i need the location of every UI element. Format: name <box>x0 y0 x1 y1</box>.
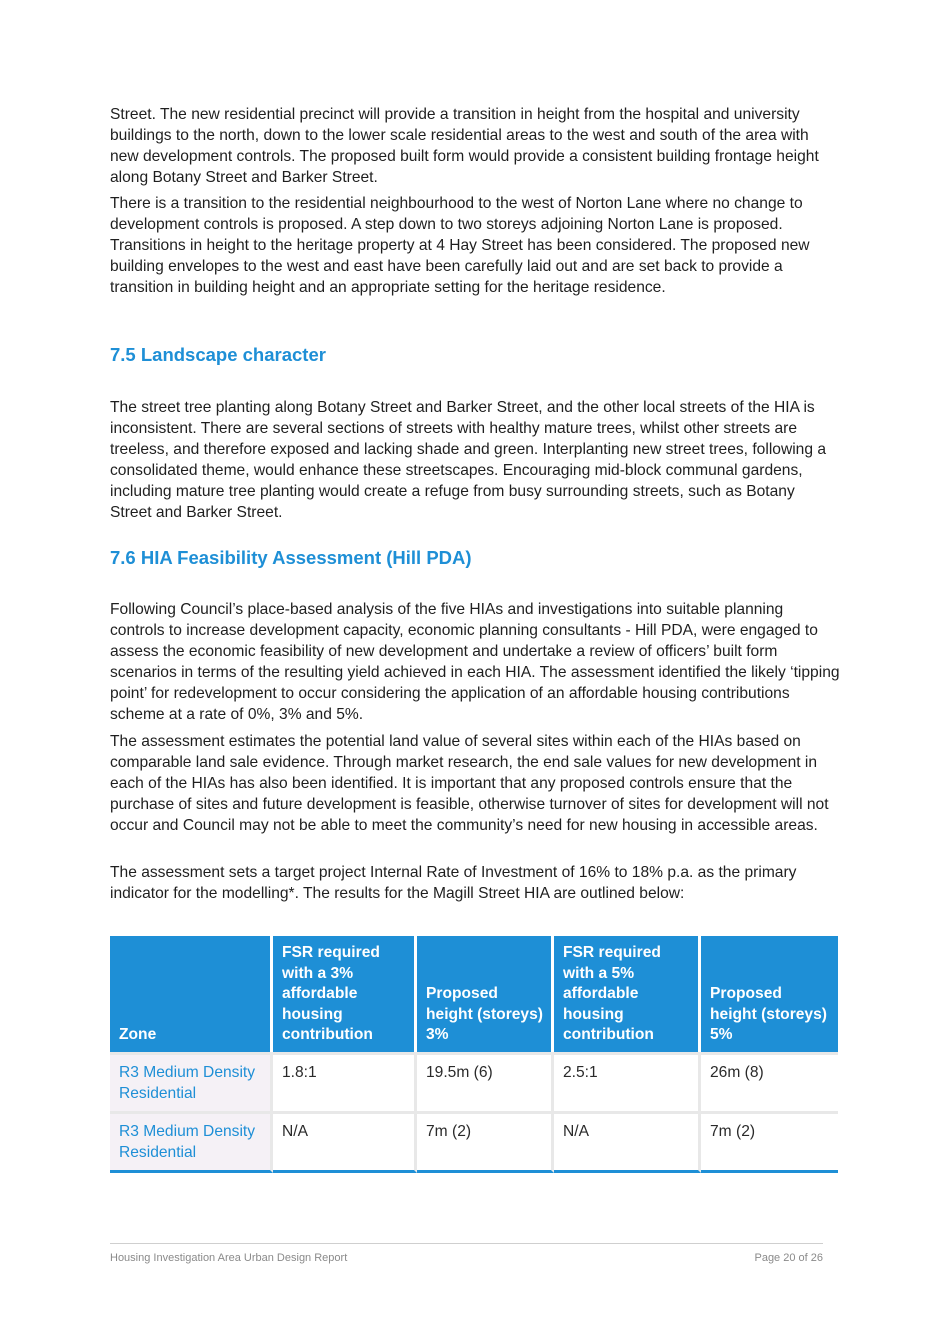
paragraph-transition: There is a transition to the residential neighbourhood to the west of Norton Lane where no change to development controls is proposed. A step down to two storeys adjoining Norton Lane is proposed. Transitions in height to the heritage property at 4 Hay Street has been considered. The proposed new building envelopes to the west and east have been carefully laid out and are set back to provide a transition in building height and an appropriate setting for the heritage residence. <box>110 195 810 296</box>
footer-page-number: Page 20 of 26 <box>754 1252 823 1264</box>
table-header-row <box>110 936 838 1052</box>
header-fsr-3: FSR required with a 3% affordable housing contribution <box>273 936 417 1052</box>
cell-zone: R3 Medium Density Residential <box>110 1111 273 1173</box>
table-row <box>110 1111 838 1173</box>
cell-fsr-5: 2.5:1 <box>554 1052 701 1111</box>
cell-fsr-3: N/A <box>273 1111 417 1173</box>
cell-fsr-5: N/A <box>554 1111 701 1173</box>
feasibility-table <box>110 936 838 1173</box>
cell-fsr-3: 1.8:1 <box>273 1052 417 1111</box>
table-row <box>110 1052 838 1111</box>
paragraph-feasibility-intro: Following Council’s place-based analysis of the five HIAs and investigations into suitable planning controls to increase development capacity, economic planning consultants - Hill PDA, were engaged to assess the economic feasibility of new development and undertake a review of officers’ built form scenarios in terms of the resulting yield achieved in each HIA. The assessment identified the likely ‘tipping point’ for redevelopment to occur considering the application of an affordable housing contributions scheme at a rate of 0%, 3% and 5%. <box>110 601 840 723</box>
cell-height-3: 7m (2) <box>417 1111 554 1173</box>
header-zone: Zone <box>110 936 273 1052</box>
heading-feasibility-assessment: 7.6 HIA Feasibility Assessment (Hill PDA) <box>110 547 472 568</box>
header-height-5: Proposed height (storeys) 5% <box>701 936 838 1052</box>
heading-landscape-character: 7.5 Landscape character <box>110 344 326 365</box>
cell-height-5: 7m (2) <box>701 1111 838 1173</box>
paragraph-target-irr: The assessment sets a target project Internal Rate of Investment of 16% to 18% p.a. as the primary indicator for the modelling*. The results for the Magill Street HIA are outlined below: <box>110 864 797 902</box>
header-fsr-5: FSR required with a 5% affordable housing contribution <box>554 936 701 1052</box>
paragraph-landscape: The street tree planting along Botany Street and Barker Street, and the other local streets of the HIA is inconsistent. There are several sections of streets with healthy mature trees, whilst other streets are treeless, and therefore exposed and lacking shade and green. Interplanting new street trees, following a consolidated theme, would enhance these streetscapes. Encouraging mid-block communal gardens, including mature tree planting would create a refuge from busy surrounding streets, such as Botany Street and Barker Street. <box>110 399 827 521</box>
cell-height-3: 19.5m (6) <box>417 1052 554 1111</box>
footer-divider <box>110 1243 823 1244</box>
paragraph-built-form: Street. The new residential precinct will provide a transition in height from the hospital and university buildings to the north, down to the lower scale residential areas to the west and south of the area with new development controls. The proposed built form would provide a consistent building frontage height along Botany Street and Barker Street. <box>110 106 819 186</box>
header-height-3: Proposed height (storeys) 3% <box>417 936 554 1052</box>
footer-report-title: Housing Investigation Area Urban Design Report <box>110 1252 348 1264</box>
cell-zone: R3 Medium Density Residential <box>110 1052 273 1111</box>
cell-height-5: 26m (8) <box>701 1052 838 1111</box>
paragraph-land-value: The assessment estimates the potential land value of several sites within each of the HIAs based on comparable land sale evidence. Through market research, the end sale values for new development in each of the HIAs has also been identified. It is important that any proposed controls ensure that the purchase of sites and future development is feasible, otherwise turnover of sites for development will not occur and Council may not be able to meet the community’s need for new housing in accessible areas. <box>110 733 829 834</box>
